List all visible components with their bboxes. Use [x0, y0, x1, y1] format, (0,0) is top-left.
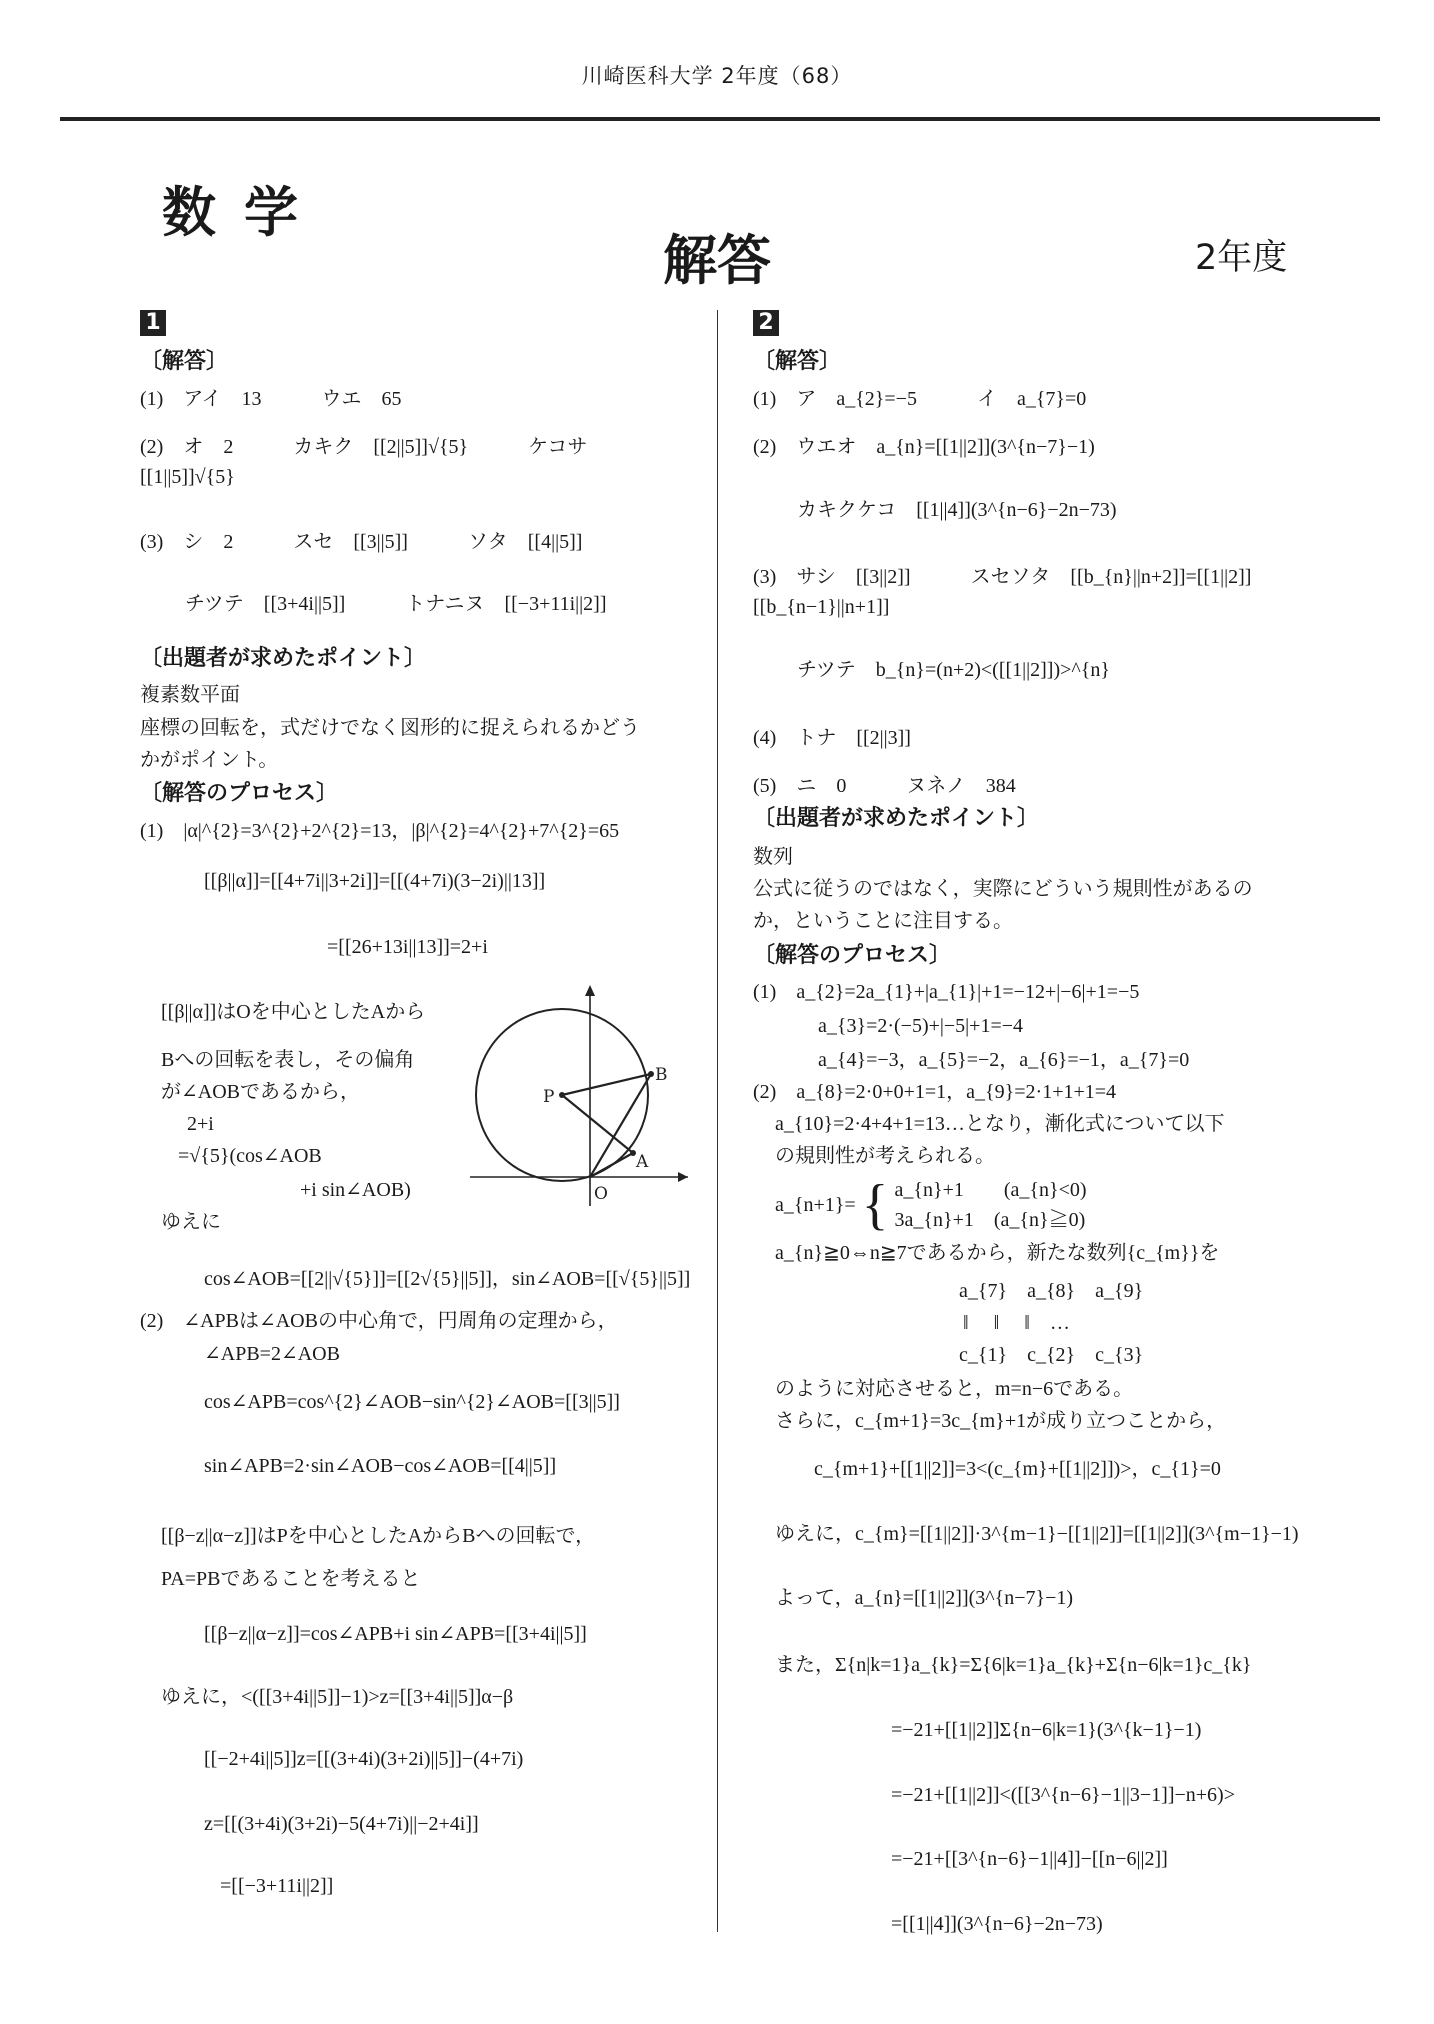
answer-line: よって，a_{n}=[[1||2]](3^{n−7}−1) — [775, 1587, 1074, 1609]
answer-line: (2) ウエオ a_{n}=[[1||2]](3^{n−7}−1) — [753, 436, 1095, 458]
answer-line: a_{n}≧0⇔n≧7であるから，新たな数列{c_{m}}を — [775, 1242, 1220, 1264]
label-o: O — [594, 1184, 608, 1204]
answer-line: 3a_{n}+1 (a_{n}≧0) — [894, 1209, 1086, 1231]
answer-line: かがポイント。 — [140, 749, 279, 771]
answer-line: (2) ∠APBは∠AOBの中心角で，円周角の定理から， — [140, 1310, 618, 1332]
answer-line: (1) アイ 13 ウエ 65 — [140, 388, 402, 410]
answer-line: のように対応させると，m=n−6である。 — [775, 1378, 1134, 1400]
segment-pb — [562, 1074, 651, 1095]
answer-line: の規則性が考えられる。 — [775, 1145, 995, 1167]
answer-line: =√{5}(cos∠AOB — [178, 1145, 322, 1167]
cases-brace-icon: { — [861, 1174, 889, 1236]
answer-line: チツテ [[3+4i||5]] トナニヌ [[−3+11i||2]] — [185, 593, 607, 615]
left-column — [140, 347, 700, 1901]
answer-line: 公式に従うのではなく，実際にどういう規則性があるの — [753, 878, 1253, 900]
column-divider — [717, 310, 718, 1932]
answer-line: =[[1||4]](3^{n−6}−2n−73) — [891, 1913, 1103, 1935]
answer-line: a_{4}=−3，a_{5}=−2，a_{6}=−1，a_{7}=0 — [818, 1049, 1190, 1071]
answer-line: (5) ニ 0 ヌネノ 384 — [753, 775, 1016, 797]
label-b: B — [655, 1065, 668, 1085]
answer-line: [[β||α]]=[[4+7i||3+2i]]=[[(4+7i)(3−2i)||13]] — [204, 870, 546, 892]
answer-line: (4) トナ [[2||3]] — [753, 727, 911, 749]
answer-line: =−21+[[1||2]]<([[3^{n−6}−1||3−1]]−n+6)> — [891, 1784, 1235, 1806]
running-header: 川崎医科大学 2年度（68） — [581, 64, 853, 88]
section-heading: 〔解答〕 — [753, 349, 842, 374]
answer-line: a_{7} a_{8} a_{9} — [959, 1280, 1144, 1302]
answer-line: (1) ア a_{2}=−5 イ a_{7}=0 — [753, 388, 1087, 410]
recurrence-cases — [753, 1175, 1323, 1235]
rotation-diagram — [460, 975, 700, 1215]
answer-line: cos∠AOB=[[2||√{5}]]=[[2√{5}||5]]，sin∠AOB=[[√{5}||5]] — [204, 1268, 691, 1290]
answer-line: か，ということに注目する。 — [753, 910, 1013, 932]
section-heading: 〔解答のプロセス〕 — [140, 781, 339, 806]
answer-line: c_{m+1}+[[1||2]]=3<(c_{m}+[[1||2]])>，c_{1}=0 — [814, 1458, 1221, 1480]
year-label: 2年度 — [1195, 238, 1288, 278]
answer-line: z=[[(3+4i)(3+2i)−5(4+7i)||−2+4i]] — [204, 1813, 479, 1835]
answer-line: 2+i — [187, 1113, 214, 1135]
answer-line: ゆえに，<([[3+4i||5]]−1)>z=[[3+4i||5]]α−β — [161, 1686, 514, 1708]
answer-line: a_{n+1}= — [775, 1194, 856, 1216]
answer-line: (3) シ 2 スセ [[3||5]] ソタ [[4||5]] — [140, 531, 583, 553]
answer-line: sin∠APB=2·sin∠AOB−cos∠AOB=[[4||5]] — [204, 1455, 557, 1477]
answer-line: (1) a_{2}=2a_{1}+|a_{1}|+1=−12+|−6|+1=−5 — [753, 981, 1140, 1003]
label-p: P — [543, 1087, 555, 1107]
question-number-1: 1 — [140, 310, 166, 336]
answer-line: また，Σ{n|k=1}a_{k}=Σ{6|k=1}a_{k}+Σ{n−6|k=1}c_{k} — [775, 1654, 1252, 1676]
answer-line: =−21+[[3^{n−6}−1||4]]−[[n−6||2]] — [891, 1848, 1168, 1870]
answer-line: [[β−z||α−z]]=cos∠APB+i sin∠APB=[[3+4i||5]] — [204, 1623, 587, 1645]
answer-line: cos∠APB=cos^{2}∠AOB−sin^{2}∠AOB=[[3||5]] — [204, 1391, 620, 1413]
answer-line: さらに，c_{m+1}=3c_{m}+1が成り立つことから， — [775, 1410, 1227, 1432]
answer-line: ∠APB=2∠AOB — [204, 1343, 340, 1365]
answer-line: (3) サシ [[3||2]] スセソタ [[b_{n}||n+2]]=[[1||2]][[b_{n−1}||n+1]] — [753, 566, 1252, 618]
answer-line: 座標の回転を，式だけでなく図形的に捉えられるかどう — [140, 717, 640, 739]
answer-line: a_{10}=2·4+4+1=13…となり，漸化式について以下 — [775, 1113, 1225, 1135]
label-a: A — [636, 1152, 649, 1172]
answer-line: (1) |α|^{2}=3^{2}+2^{2}=13，|β|^{2}=4^{2}+7^{2}=65 — [140, 820, 620, 842]
answer-line: PA=PBであることを考えると — [161, 1568, 421, 1590]
answer-line: ‖ ‖ ‖ … — [963, 1312, 1070, 1334]
header-rule — [60, 117, 1380, 121]
answer-line: が∠AOBであるから， — [161, 1081, 360, 1103]
answer-line: =[[26+13i||13]]=2+i — [327, 936, 488, 958]
answer-line: [[β−z||α−z]]はPを中心としたAからBへの回転で， — [161, 1525, 596, 1547]
answer-line: =−21+[[1||2]]Σ{n−6|k=1}(3^{k−1}−1) — [891, 1719, 1202, 1741]
section-heading: 〔解答のプロセス〕 — [753, 943, 952, 968]
section-heading: 〔出題者が求めたポイント〕 — [753, 806, 1040, 831]
answer-line: ゆえに — [161, 1211, 221, 1233]
answer-line: =[[−3+11i||2]] — [220, 1875, 334, 1897]
answer-line: (2) a_{8}=2·0+0+1=1，a_{9}=2·1+1+1=4 — [753, 1081, 1117, 1103]
answer-line: Bへの回転を表し，その偏角 — [161, 1049, 415, 1071]
answer-line: c_{1} c_{2} c_{3} — [959, 1344, 1144, 1366]
answer-line: a_{n}+1 (a_{n}<0) — [894, 1179, 1087, 1201]
subject-title: 数学 — [162, 181, 326, 244]
answer-line: (2) オ 2 カキク [[2||5]]√{5} ケコサ [[1||5]]√{5} — [140, 436, 608, 488]
section-heading: 〔解答〕 — [140, 349, 229, 374]
right-column — [753, 347, 1323, 1939]
section-heading: 〔出題者が求めたポイント〕 — [140, 646, 427, 671]
y-axis-arrow-icon — [585, 985, 595, 996]
answer-line: 複素数平面 — [140, 684, 240, 706]
answer-line: ゆえに，c_{m}=[[1||2]]·3^{m−1}−[[1||2]]=[[1||2]](3^{m−1}−1) — [775, 1523, 1299, 1545]
answer-line: カキクケコ [[1||4]](3^{n−6}−2n−73) — [797, 499, 1117, 521]
question-number-2: 2 — [753, 310, 779, 336]
answer-line: チツテ b_{n}=(n+2)<([[1||2]])>^{n} — [797, 659, 1110, 681]
answers-title: 解答 — [663, 229, 771, 292]
x-axis-arrow-icon — [678, 1172, 688, 1182]
answer-line: [[β||α]]はOを中心としたAから — [161, 1001, 426, 1023]
answer-line: a_{3}=2·(−5)+|−5|+1=−4 — [818, 1015, 1024, 1037]
answer-line: 数列 — [753, 846, 793, 868]
answer-line: [[−2+4i||5]]z=[[(3+4i)(3+2i)||5]]−(4+7i) — [204, 1748, 524, 1770]
answer-line: +i sin∠AOB) — [300, 1179, 411, 1201]
